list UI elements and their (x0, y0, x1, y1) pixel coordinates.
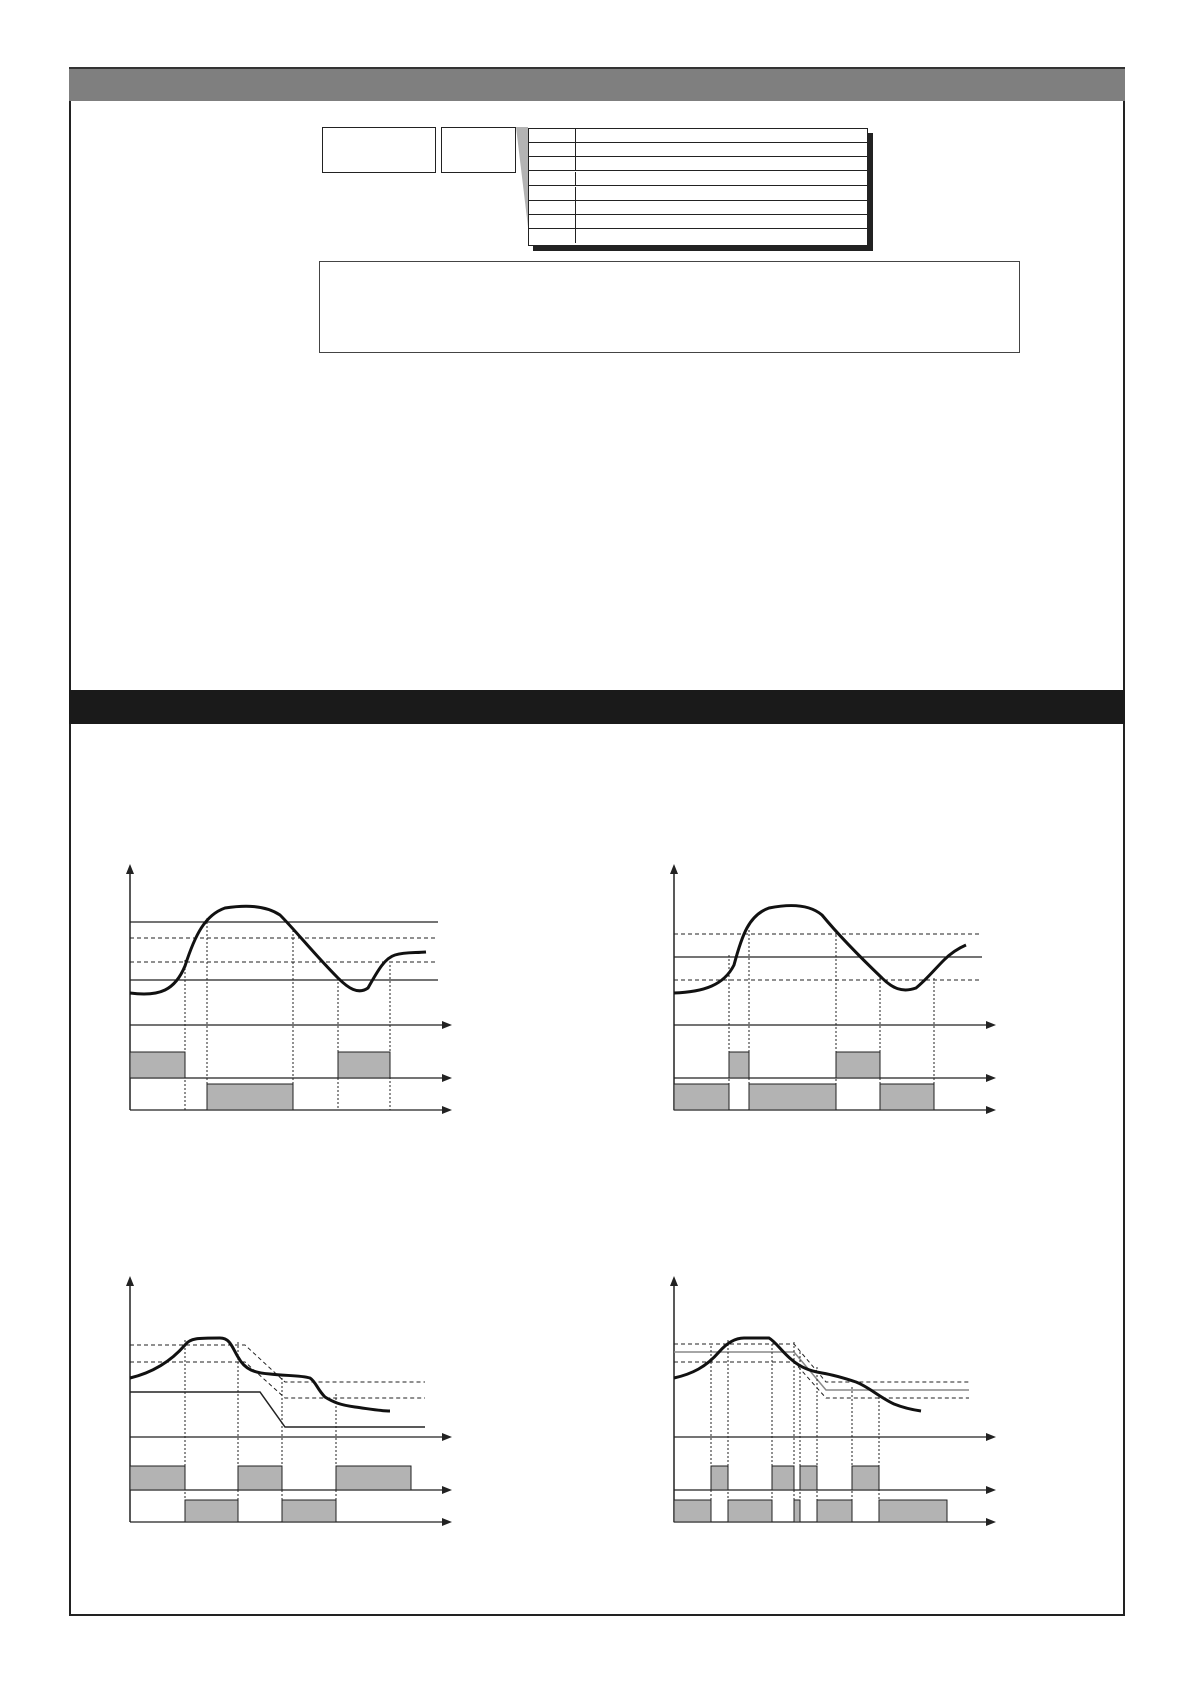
y-axis-arrow-icon (126, 1276, 134, 1286)
diagram-bottom-left (120, 1272, 460, 1532)
table-row (529, 187, 867, 201)
table-row (529, 129, 867, 143)
table-row (529, 143, 867, 157)
code-box-2 (441, 127, 516, 173)
options-table (528, 128, 868, 246)
diagram-bottom-right (664, 1272, 1004, 1532)
section-header-black (69, 690, 1125, 724)
table-row (529, 157, 867, 171)
table-row (529, 172, 867, 186)
description-box (319, 261, 1020, 353)
section-header-grey (69, 67, 1125, 101)
y-axis-arrow-icon (126, 864, 134, 874)
y-axis-arrow-icon (670, 1276, 678, 1286)
y-axis-arrow-icon (670, 864, 678, 874)
table-row (529, 201, 867, 215)
diagram-top-left (120, 860, 460, 1120)
table-row (529, 229, 867, 243)
code-box-1 (322, 127, 436, 173)
diagram-top-right (664, 860, 1004, 1120)
table-row (529, 215, 867, 229)
